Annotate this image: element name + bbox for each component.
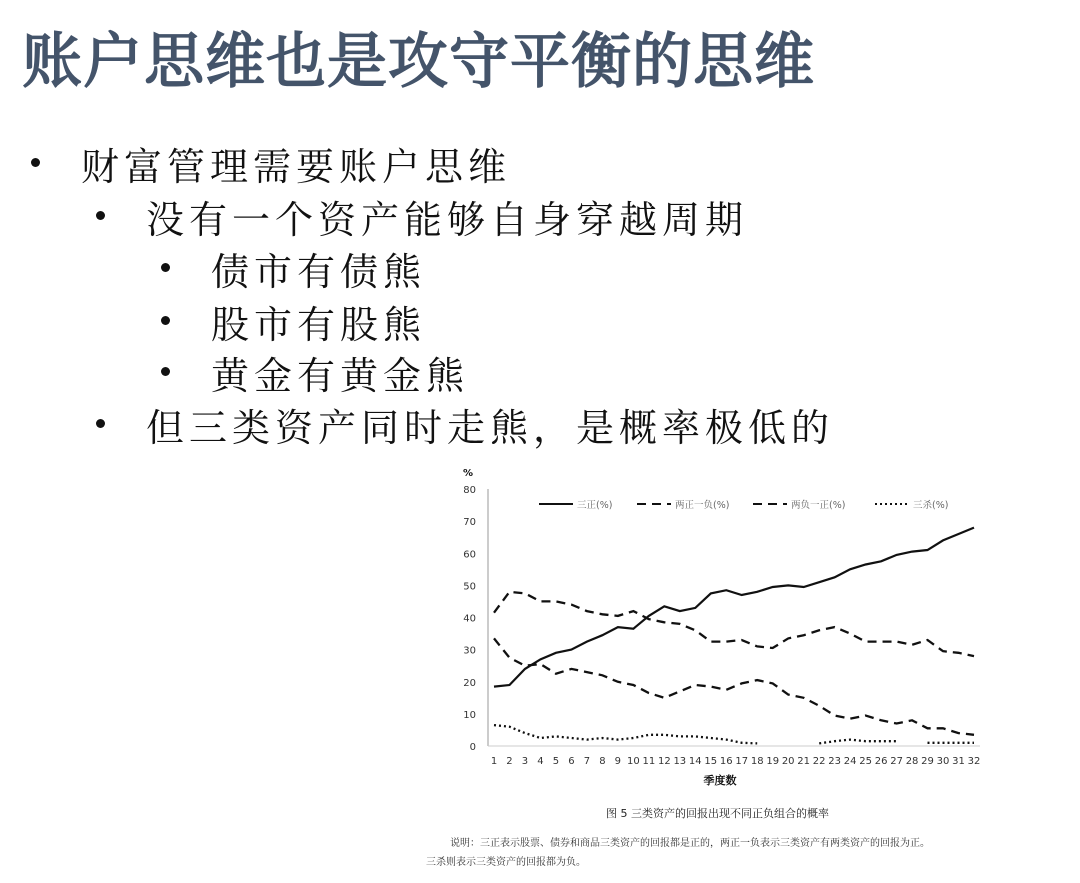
x-tick-label: 25: [859, 756, 872, 767]
bullet-item: [211, 345, 469, 400]
x-tick-label: 30: [936, 756, 950, 767]
x-tick-label: 2: [506, 756, 513, 767]
bullet-item: [81, 136, 511, 191]
legend-label: 三正(%): [577, 500, 613, 511]
x-tick-label: 13: [673, 756, 687, 767]
x-tick-label: 29: [921, 756, 934, 767]
x-tick-label: 21: [797, 756, 811, 767]
series-line: [819, 740, 896, 744]
y-tick-label: 60: [463, 549, 476, 561]
x-tick-label: 24: [843, 756, 857, 767]
figure-note-line-1: 说明：三正表示股票、债券和商品三类资产的回报都是正的，两正一负表示三类资产有两类资产的回报为正。: [450, 838, 930, 849]
x-tick-label: 23: [828, 756, 842, 767]
x-tick-label: 16: [719, 756, 733, 767]
y-tick-label: 30: [463, 645, 476, 657]
bullet-text: 债市有债熊: [211, 250, 427, 294]
x-tick-label: 10: [626, 756, 640, 767]
figure-caption: 图 5 三类资产的回报出现不同正负组合的概率: [606, 807, 829, 820]
y-tick-label: 50: [463, 581, 476, 593]
y-tick-label: 0: [469, 742, 476, 753]
series-line: [494, 528, 974, 687]
x-tick-label: 17: [735, 756, 749, 767]
x-tick-label: 12: [657, 756, 671, 767]
legend-label: 两负一正(%): [791, 500, 846, 511]
bullet-dot-icon: [161, 367, 170, 376]
x-tick-label: 20: [781, 756, 795, 767]
x-tick-label: 14: [688, 756, 702, 767]
x-tick-label: 8: [599, 756, 606, 767]
x-tick-label: 31: [952, 756, 965, 767]
bullet-text: 没有一个资产能够自身穿越周期: [146, 198, 749, 242]
x-tick-label: 28: [905, 756, 919, 767]
x-tick-label: 5: [552, 756, 560, 767]
figure-note-line-2: 三杀则表示三类资产的回报都为负。: [426, 857, 586, 868]
x-tick-label: 32: [967, 756, 981, 767]
x-tick-label: 22: [812, 756, 826, 767]
legend-label: 两正一负(%): [675, 500, 730, 511]
bullet-dot-icon: [161, 263, 170, 272]
bullet-dot-icon: [31, 158, 40, 167]
series-line: [494, 638, 974, 734]
x-tick-label: 15: [704, 756, 718, 767]
bullet-dot-icon: [161, 316, 170, 325]
slide-title: 账户思维也是攻守平衡的思维: [22, 27, 815, 97]
bullet-dot-icon: [96, 211, 105, 220]
bullet-dot-icon: [96, 419, 105, 428]
series-line: [494, 592, 974, 656]
legend-label: 三杀(%): [913, 500, 949, 511]
line-chart: [420, 460, 1080, 795]
x-tick-label: 9: [614, 756, 622, 767]
x-tick-label: 4: [537, 756, 544, 767]
bullet-item: [211, 294, 426, 349]
x-tick-label: 19: [766, 756, 780, 767]
y-tick-label: 40: [463, 613, 476, 625]
bullet-item: [146, 397, 834, 452]
bullet-text: 财富管理需要账户思维: [81, 145, 512, 189]
y-tick-label: 10: [463, 709, 476, 721]
x-tick-label: 18: [750, 756, 764, 767]
x-tick-label: 11: [642, 756, 656, 767]
chart-figure: [420, 460, 1080, 880]
x-tick-label: 3: [521, 756, 529, 767]
bullet-text: 股市有股熊: [211, 303, 427, 347]
x-tick-label: 1: [490, 756, 498, 767]
y-tick-label: 20: [463, 677, 476, 689]
x-tick-label: 6: [568, 756, 575, 767]
series-line: [494, 725, 757, 743]
bullet-text: 黄金有黄金熊: [211, 354, 470, 398]
y-axis-label: %: [462, 468, 474, 479]
y-tick-label: 80: [463, 485, 476, 496]
y-tick-label: 70: [463, 517, 476, 529]
x-tick-label: 26: [874, 756, 888, 767]
x-axis-label: 季度数: [703, 774, 737, 787]
bullet-text: 但三类资产同时走熊，是概率极低的: [146, 406, 835, 450]
bullet-item: [146, 189, 748, 244]
x-tick-label: 27: [890, 756, 903, 767]
bullet-item: [211, 241, 426, 296]
x-tick-label: 7: [583, 756, 591, 767]
